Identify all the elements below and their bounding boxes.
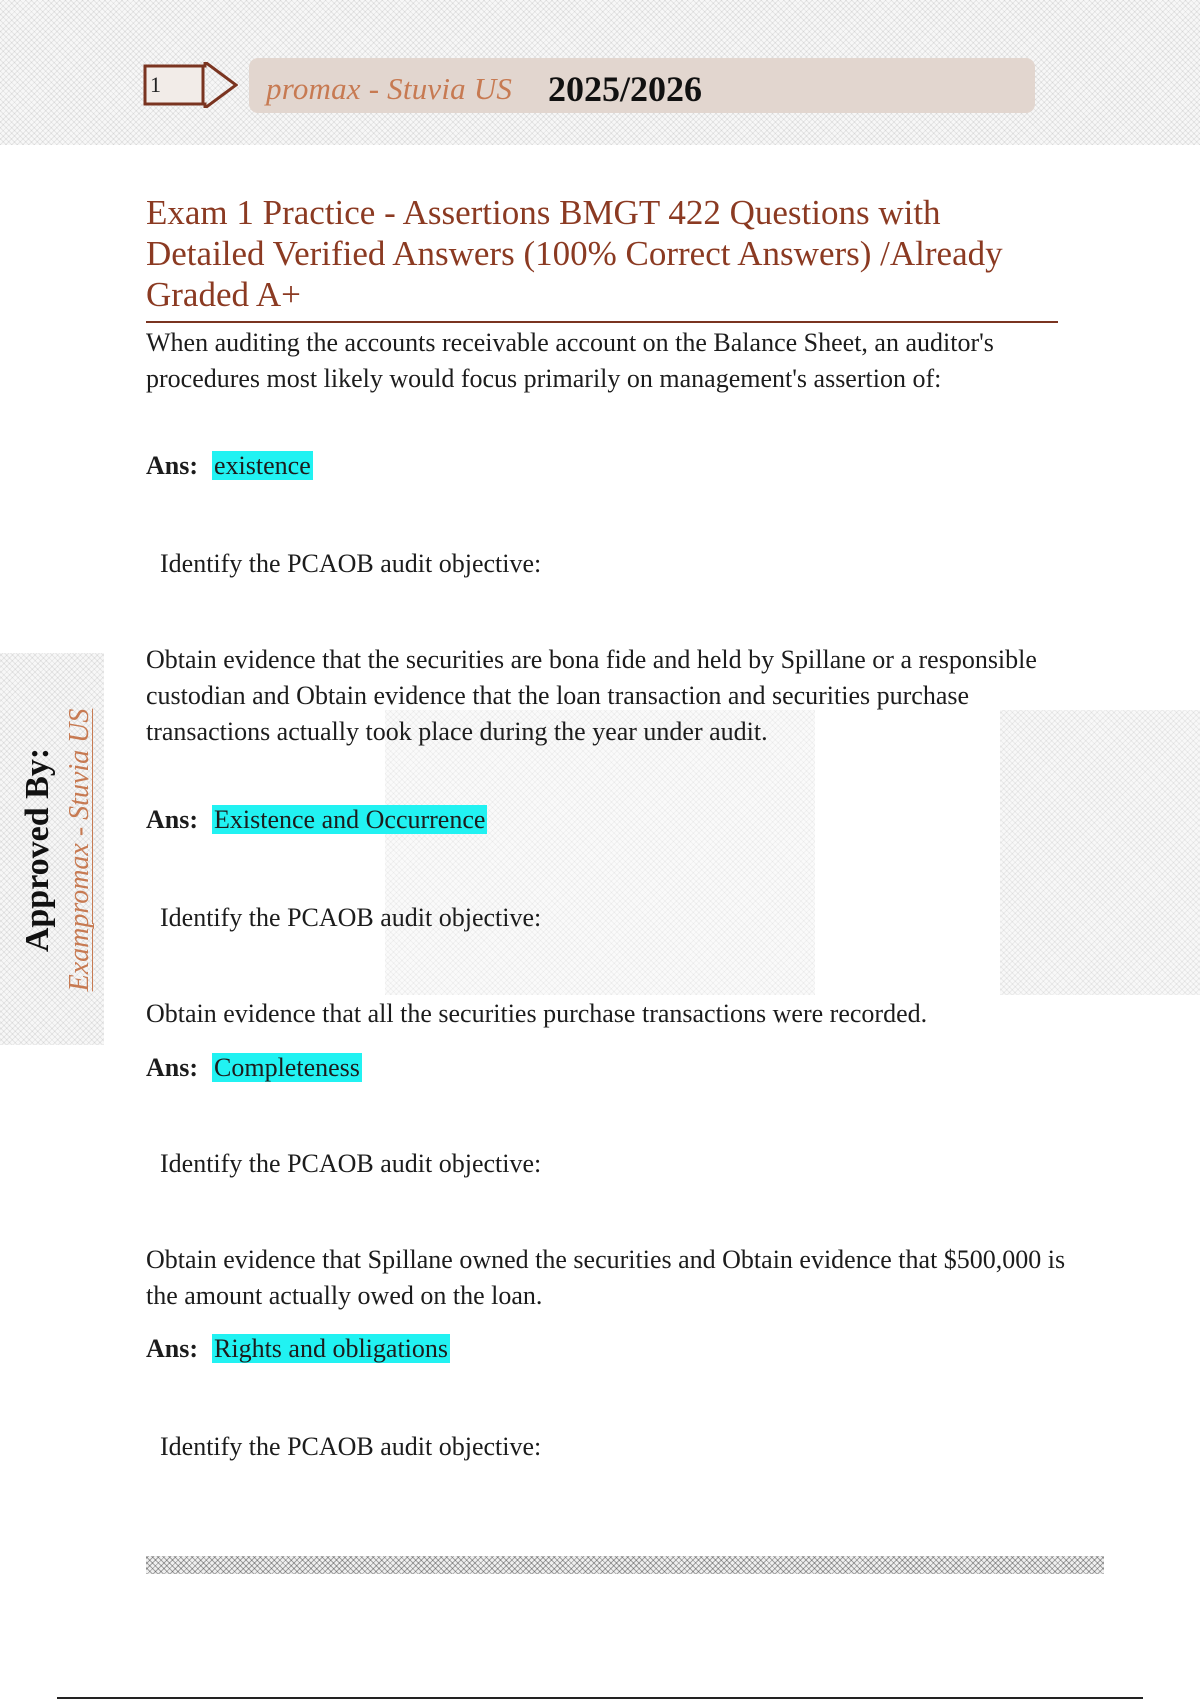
bottom-watermark-strip	[146, 1556, 1104, 1574]
question-prompt: Identify the PCAOB audit objective:	[160, 1149, 542, 1178]
answer-label: Ans:	[146, 451, 199, 480]
approved-by-label: Approved By:	[19, 747, 56, 953]
question-text: Obtain evidence that all the securities purchase transactions were recorded.	[146, 999, 928, 1028]
title-divider	[146, 321, 1058, 323]
page-number: 1	[150, 72, 161, 97]
question-text: When auditing the accounts receivable account on the Balance Sheet, an auditor's procedures most likely would focus primarily on management's assertion of:	[146, 328, 994, 393]
answer-label: Ans:	[146, 1053, 199, 1082]
answer-row	[146, 448, 313, 484]
answer-highlight: Existence and Occurrence	[214, 805, 486, 834]
background-watermark-block	[385, 710, 815, 995]
question-prompt: Identify the PCAOB audit objective:	[160, 1432, 542, 1461]
question-text: Obtain evidence that the securities are bona fide and held by Spillane or a responsible custodian and Obtain evidence that the loan transaction and securities purchase transactions actually took place during the year under audit.	[146, 645, 1037, 746]
answer-row	[146, 1050, 362, 1086]
answer-row	[146, 1331, 450, 1367]
header-year: 2025/2026	[548, 69, 703, 109]
question-prompt: Identify the PCAOB audit objective:	[160, 903, 542, 932]
footer-divider	[57, 1697, 1143, 1699]
answer-highlight: Rights and obligations	[214, 1334, 449, 1363]
answer-label: Ans:	[146, 1334, 199, 1363]
answer-row	[146, 802, 487, 838]
answer-label: Ans:	[146, 805, 199, 834]
answer-highlight: existence	[214, 451, 311, 480]
document-title: Exam 1 Practice - Assertions BMGT 422 Questions with Detailed Verified Answers (100% Correct Answers) /Already Graded A+	[146, 193, 1003, 314]
question-text: Obtain evidence that Spillane owned the securities and Obtain evidence that $500,000 is the amount actually owed on the loan.	[146, 1245, 1066, 1310]
answer-highlight: Completeness	[214, 1053, 360, 1082]
question-prompt: Identify the PCAOB audit objective:	[160, 549, 542, 578]
header-brand: promax - Stuvia US	[266, 71, 513, 106]
background-watermark-block	[1000, 710, 1200, 995]
sidebar-brand: Exampromax - Stuvia US	[64, 708, 95, 992]
